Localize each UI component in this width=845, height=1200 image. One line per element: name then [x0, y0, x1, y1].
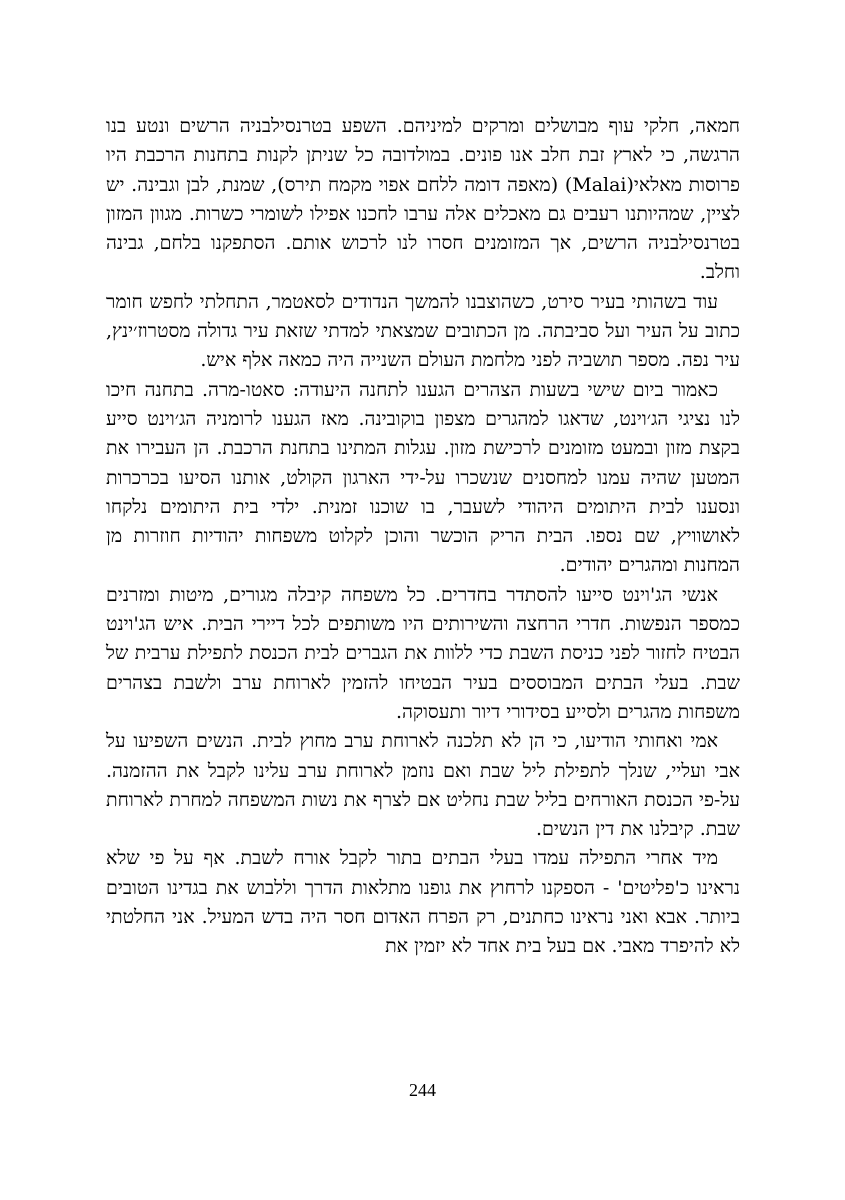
- paragraph-6: מיד אחרי התפילה עמדו בעלי הבתים בתור לקבל אורח לשבת. אף על פי שלא נראינו כ'פליטים' - הספקנו לרחוץ את גופנו מתלאות הדרך וללבוש את בגדינו הטובים ביותר. אבא ואני נראינו כחתנים, רק הפרח האדום חסר היה בדש המעיל. אני החלטתי לא להיפרד מאבי. אם בעל בית אחד לא יזמין את: [106, 847, 740, 958]
- paragraph-5: אמי ואחותי הודיעו, כי הן לא תלכנה לארוחת ערב מחוץ לבית. הנשים השפיעו על אבי ועליי, שנלך לתפילת ליל שבת ואם נוזמן לארוחת ערב עלינו לקבל את ההזמנה. על-פי הכנסת האורחים בליל שבת נחליט אם לצרף את נשות המשפחה למחרת לארוחת שבת. קיבלנו את דין הנשים.: [106, 730, 740, 841]
- paragraph-4: אנשי הג'וינט סייעו להסתדר בחדרים. כל משפחה קיבלה מגורים, מיטות ומזרנים כמספר הנפשות. חדרי הרחצה והשירותים היו משותפים לכל דיירי הבית. איש הג'וינט הבטיח לחזור לפני כניסת השבת כדי ללוות את הגברים לבית הכנסת לתפילת ערבית של שבת. בעלי הבתים המבוססים בעיר הבטיחו להזמין לארוחת ערב ולשבת בצהרים משפחות מהגרים ולסייע בסידורי דיור ותעסוקה.: [106, 583, 740, 723]
- paragraph-3: כאמור ביום שישי בשעות הצהרים הגענו לתחנה היעודה: סאטו-מרה. בתחנה חיכו לנו נציגי הג׳וינט, שדאגו למהגרים מצפון בוקובינה. מאז הגענו לרומניה הג׳וינט סייע בקצת מזון ובמעט מזומנים לרכישת מזון. עגלות המתינו בתחנת הרכבת. הן העבירו את המטען שהיה עמנו למחסנים שנשכרו על-ידי הארגון הקולט, אותנו הסיעו בכרכרות ונסענו לבית היתומים היהודי לשעבר, בו שוכנו זמנית. ילדי בית היתומים נלקחו לאושוויץ, שם נספו. הבית הריק הוכשר והוכן לקלוט משפחות יהודיות חוזרות מן המחנות ומהגרים יהודים.: [106, 378, 740, 577]
- body-text: [106, 112, 740, 962]
- paragraph-1: חמאה, חלקי עוף מבושלים ומרקים למיניהם. השפע בטרנסילבניה הרשים ונטע בנו הרגשה, כי לארץ זבת חלב אנו פונים. במולדובה כל שניתן לקנות בתחנות הרכבת היו פרוסות מאלאי(Malai) (מאפה דומה ללחם אפוי מקמח תירס), שמנת, לבן וגבינה. יש לציין, שמהיותנו רעבים גם מאכלים אלה ערבו לחכנו אפילו לשומרי כשרות. מגוון המזון בטרנסילבניה הרשים, אך המזומנים חסרו לנו לרכוש אותם. הסתפקנו בלחם, גבינה וחלב.: [106, 115, 740, 284]
- paragraph-2: עוד בשהותי בעיר סירט, כשהוצבנו להמשך הנדודים לסאטמר, התחלתי לחפש חומר כתוב על העיר ועל סביבתה. מן הכתובים שמצאתי למדתי שזאת עיר גדולה מסטרוז׳ינץ, עיר נפה. מספר תושביה לפני מלחמת העולם השנייה היה כמאה אלף איש.: [106, 290, 740, 372]
- page-number: 244: [409, 1080, 436, 1100]
